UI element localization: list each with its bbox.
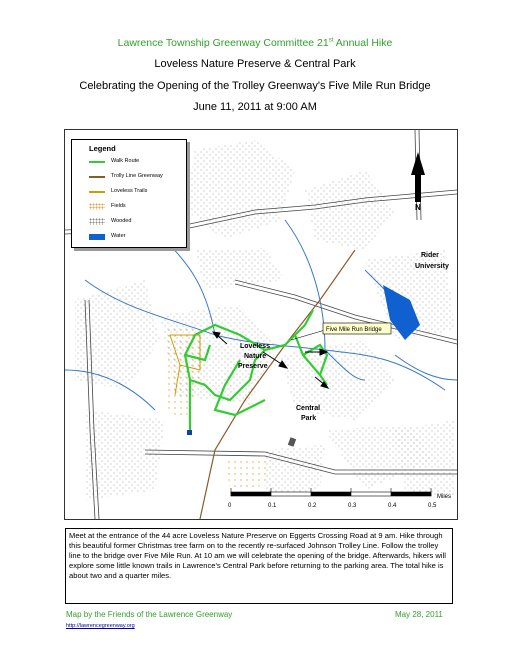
trailhead-marker — [187, 430, 192, 435]
scale-tick-label: 0.4 — [388, 503, 397, 509]
legend-label: Fields — [111, 203, 126, 209]
website-link[interactable]: http://lawrencegreenway.org — [66, 623, 135, 629]
scale-tick-label: 0 — [228, 503, 232, 509]
loveless-label-2: Nature — [244, 353, 267, 360]
page-title — [0, 37, 510, 49]
scale-tick-label: 0.3 — [348, 503, 357, 509]
north-arrow-icon — [411, 152, 425, 212]
title-superscript: st — [328, 37, 334, 44]
scale-tick-label: 0.1 — [268, 503, 277, 509]
loveless-label-3: Preserve — [238, 363, 268, 370]
map-credit: Map by the Friends of the Lawrence Greenway — [66, 610, 233, 619]
university-label: University — [415, 263, 449, 270]
legend-item — [89, 188, 185, 197]
loveless-label-1: Loveless — [240, 343, 270, 350]
legend-item — [89, 203, 185, 212]
title-text: Lawrence Township Greenway Committee 21 — [117, 37, 329, 49]
hike-description: Meet at the entrance of the 44 acre Loveless Nature Preserve on Eggerts Crossing Road at 9 am. Hike through this beautiful former Christmas tree farm on to the recently re-surfaced Johnson Trolley Line. Follow the trolley line to the bridge over Five Mile Run. At 10 am we will celebrate the opening of the bridge. Afterwards, hikers will explore some little known trails in Lawrence's Central Park before returning to the parking area. The total hike is about two and a quarter miles. — [65, 528, 453, 604]
bridge-callout — [291, 323, 391, 340]
central-label-1: Central — [296, 405, 321, 412]
legend-swatch — [89, 161, 105, 163]
scale-unit: Miles — [437, 494, 452, 500]
legend-swatch — [89, 234, 105, 240]
scale-tick-label: 0.2 — [308, 503, 317, 509]
legend-label: Wooded — [111, 218, 132, 224]
legend-item — [89, 173, 185, 182]
scale-tick-label: 0.5 — [428, 503, 437, 509]
legend-item — [89, 233, 185, 242]
rider-label: Rider — [421, 252, 439, 259]
legend-swatch — [89, 176, 105, 178]
central-label-2: Park — [301, 415, 317, 422]
legend-label: Loveless Trails — [111, 188, 148, 194]
subtitle: Loveless Nature Preserve & Central Park — [154, 58, 356, 70]
legend-title: Legend — [89, 144, 116, 153]
legend-item — [89, 218, 185, 227]
map-legend — [71, 139, 187, 248]
legend-swatch — [89, 203, 105, 210]
event-date: June 11, 2011 at 9:00 AM — [193, 101, 317, 113]
legend-swatch — [89, 218, 105, 225]
legend-label: Trolly Line Greenway — [111, 173, 163, 179]
legend-label: Water — [111, 233, 126, 239]
legend-item — [89, 158, 185, 167]
park-building — [288, 437, 296, 447]
svg-text:N: N — [415, 203, 421, 212]
legend-swatch — [89, 191, 105, 193]
subtitle-bridge: Celebrating the Opening of the Trolley Greenway's Five Mile Run Bridge — [79, 80, 431, 92]
title-text-end: Annual Hike — [333, 37, 393, 49]
bridge-label: Five Mile Run Bridge — [326, 327, 382, 333]
map-date: May 28, 2011 — [395, 610, 443, 619]
legend-label: Walk Route — [111, 158, 140, 164]
